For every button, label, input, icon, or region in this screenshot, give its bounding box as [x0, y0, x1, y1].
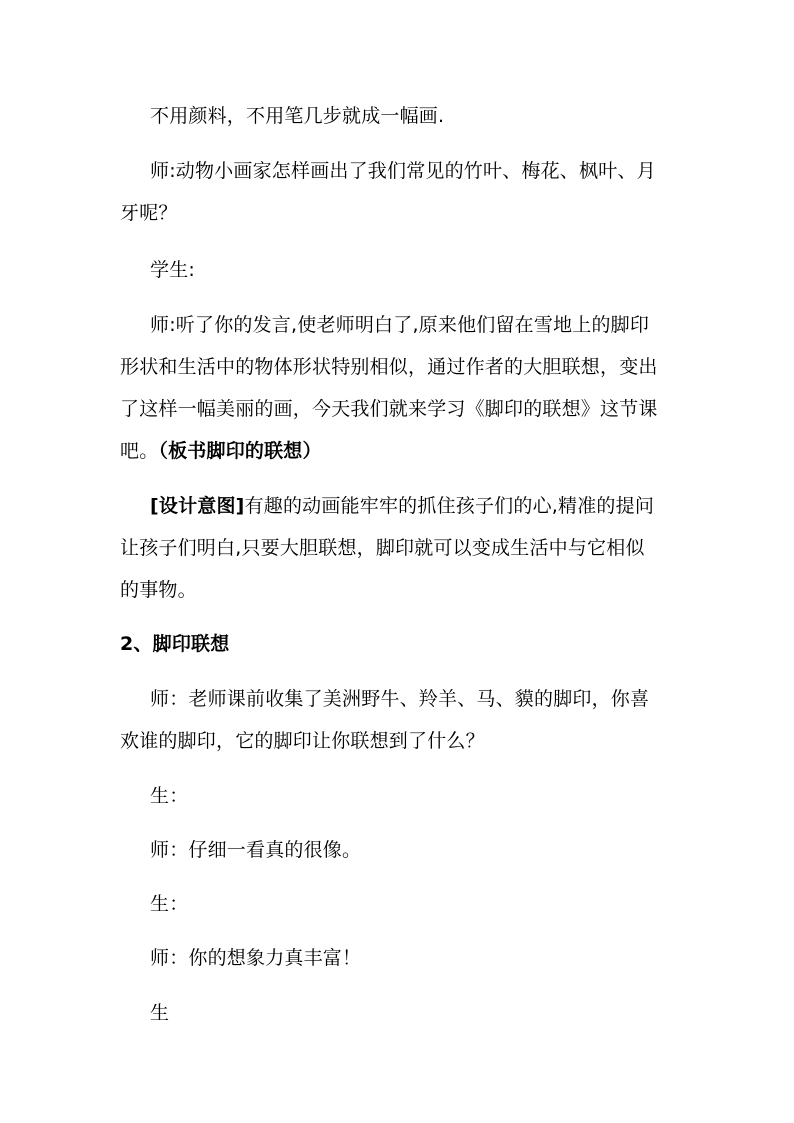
paragraph-line: 的事物。 [120, 579, 197, 601]
section-heading: 2、脚印联想 [120, 633, 230, 655]
paragraph-line [120, 439, 322, 463]
paragraph-line: 牙呢？ [120, 202, 178, 224]
paragraph-line: 让孩子们明白,只要大胆联想，脚印就可以变成生活中与它相似 [120, 537, 645, 559]
paragraph-line: 师:动物小画家怎样画出了我们常见的竹叶、梅花、枫叶、月 [150, 160, 656, 182]
paragraph-text: 有趣的动画能牢牢的抓住孩子们的心,精准的提问 [244, 495, 655, 517]
paragraph-line: 学生: [150, 259, 196, 281]
paragraph-line: 师：你的想象力真丰富！ [150, 947, 362, 969]
paragraph-line: 生： [150, 893, 189, 915]
design-intent-label: [设计意图] [150, 495, 245, 517]
paragraph-text: 吧。 [120, 440, 159, 462]
paragraph-line: 生： [150, 785, 189, 807]
paragraph-line: 了这样一幅美丽的画，今天我们就来学习《脚印的联想》这节课 [120, 398, 658, 420]
paragraph-line: 不用颜料，不用笔几步就成一幅画. [150, 105, 445, 127]
paragraph-line: 生 [150, 1002, 170, 1024]
paragraph-line: 欢谁的脚印，它的脚印让你联想到了什么？ [120, 730, 485, 752]
paragraph-line [150, 494, 654, 518]
paragraph-line: 师：老师课前收集了美洲野牛、羚羊、马、貘的脚印，你喜 [150, 688, 650, 710]
board-note: （板书脚印的联想） [158, 440, 322, 462]
paragraph-line: 形状和生活中的物体形状特别相似，通过作者的大胆联想，变出 [120, 356, 658, 378]
paragraph-line: 师：仔细一看真的很像。 [150, 839, 362, 861]
paragraph-line: 师:听了你的发言,使老师明白了,原来他们留在雪地上的脚印 [150, 314, 650, 336]
